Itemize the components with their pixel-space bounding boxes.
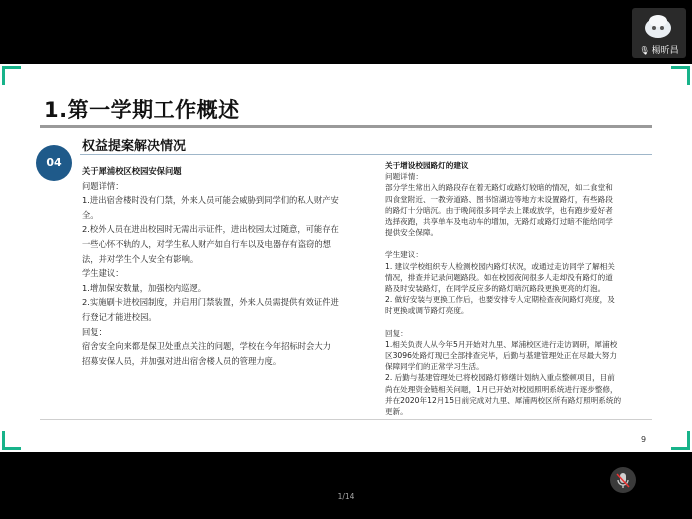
left-line: 学生建议： xyxy=(82,268,124,279)
right-line: 尚在处理资金链相关问题，1月已开始对校园照明系统进行逐步整修， xyxy=(385,384,618,394)
left-line: 2.校外人员在进出校园时无需出示证件，进出校园太过随意，可能存在 xyxy=(82,224,339,235)
right-line: 回复： xyxy=(385,328,408,338)
page-indicator: 1/14 xyxy=(337,492,355,501)
participant-video-tile[interactable] xyxy=(632,8,686,58)
right-line: 更新。 xyxy=(385,407,408,417)
right-line: 1. 建议学校组织专人检测校园内路灯状况，或通过走访同学了解相关 xyxy=(385,261,615,271)
participant-avatar-icon xyxy=(642,12,674,40)
left-heading: 关于犀浦校区校园安保问题 xyxy=(82,166,182,176)
microphone-icon xyxy=(610,467,636,493)
meeting-top-bar xyxy=(0,0,692,64)
mic-icon: 🎙 xyxy=(639,46,650,55)
title-divider xyxy=(40,125,652,128)
left-line: 全。 xyxy=(82,209,99,220)
right-line: 区3096处路灯现已全部排查完毕，后勤与基建管理处正在尽最大努力 xyxy=(385,351,617,361)
right-heading: 关于增设校园路灯的建议 xyxy=(385,161,469,170)
right-line: 时更换或调节路灯亮度。 xyxy=(385,306,469,316)
right-column xyxy=(385,160,653,417)
right-line: 的路灯十分暗沉。由于晚间很多同学去上课或放学，也有跑步爱好者 xyxy=(385,205,613,215)
left-line: 一些心怀不轨的人，对学生私人财产如自行车以及电器存有盗窃的想 xyxy=(82,238,331,249)
left-line: 行登记才能进校园。 xyxy=(82,311,157,322)
frame-corner-top-left xyxy=(2,66,21,85)
frame-corner-bottom-left xyxy=(2,431,21,450)
right-line: 学生建议： xyxy=(385,250,423,260)
right-line: 并在2020年12月15日前完成对九里、犀浦两校区所有路灯照明系统的 xyxy=(385,395,622,405)
frame-corner-bottom-right xyxy=(671,431,690,450)
left-line: 回复： xyxy=(82,326,107,337)
participant-name-label: 🎙 楊昕昌 xyxy=(639,46,679,56)
left-line: 问题详情： xyxy=(82,180,124,191)
section-divider xyxy=(80,154,652,155)
slide-title: 1.第一学期工作概述 xyxy=(44,98,240,122)
frame-corner-top-right xyxy=(671,66,690,85)
right-line: 问题详情： xyxy=(385,172,423,182)
right-line: 四食堂附近、一教旁道路、图书馆湖边等地方未设置路灯，有些路段 xyxy=(385,194,613,204)
left-line: 招募安保人员，并加强对进出宿舍楼人员的管理力度。 xyxy=(82,355,282,366)
right-line: 情况，排查并记录问题路段。如在校园夜间很多人走却没有路灯的道 xyxy=(385,272,613,282)
footer-divider xyxy=(40,419,652,420)
right-line: 选择夜跑，共享单车及电动车的增加，无路灯或路灯过暗不能给同学 xyxy=(385,217,613,227)
right-line: 路及时安装路灯，在同学反应多的路灯暗沉路段更换更亮的灯泡。 xyxy=(385,284,606,294)
section-number-badge: 04 xyxy=(36,145,72,181)
left-line: 宿舍安全向来都是保卫处重点关注的问题，学校在今年招标时会大力 xyxy=(82,341,331,352)
right-line: 1.相关负责人从今年5月开始对九里、犀浦校区进行走访调研，犀浦校 xyxy=(385,339,618,349)
shared-slide xyxy=(0,64,692,452)
mute-button[interactable] xyxy=(610,467,636,493)
section-title: 权益提案解决情况 xyxy=(82,139,187,154)
slide-page-number: 9 xyxy=(641,435,647,444)
right-line: 保障同学们的正常学习生活。 xyxy=(385,362,484,372)
right-line: 2. 做好安装与更换工作后，也要安排专人定期检查夜间路灯亮度，及 xyxy=(385,295,615,305)
right-line: 提供安全保障。 xyxy=(385,228,439,238)
left-line: 1.进出宿舍楼时没有门禁，外来人员可能会威胁到同学们的私人财产安 xyxy=(82,195,339,206)
left-line: 法，并对学生个人安全有影响。 xyxy=(82,253,199,264)
meeting-bottom-bar xyxy=(0,452,692,519)
right-line: 部分学生常出入的路段存在着无路灯或路灯较暗的情况，如二食堂和 xyxy=(385,183,613,193)
right-line: 2. 后勤与基建管理处已将校园路灯修缮计划纳入重点整顿项目，目前 xyxy=(385,373,615,383)
left-line: 1.增加保安数量，加强校内巡逻。 xyxy=(82,282,207,293)
left-column xyxy=(82,164,352,368)
left-line: 2.实施刷卡进校园制度，并启用门禁装置，外来人员需提供有效证件进 xyxy=(82,297,339,308)
